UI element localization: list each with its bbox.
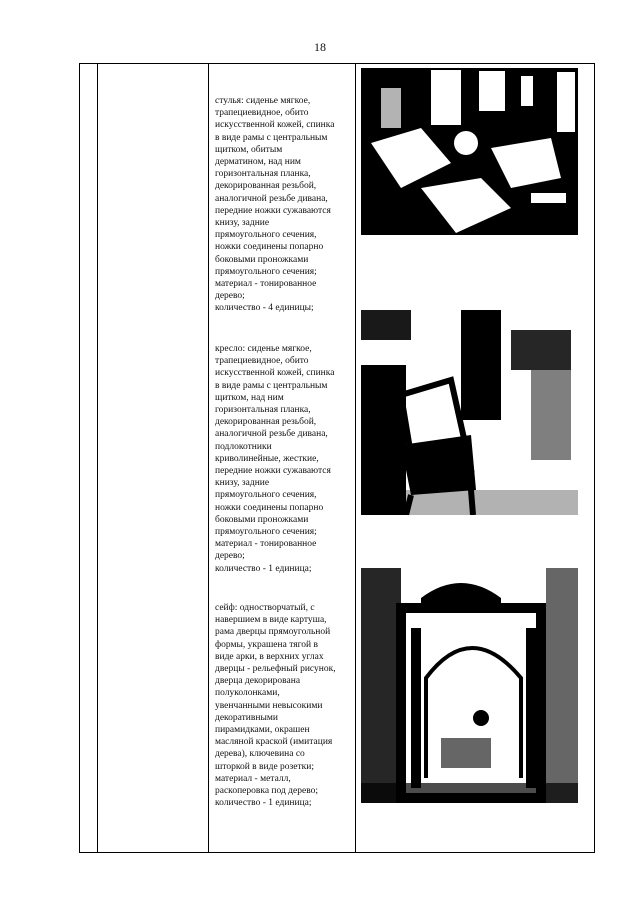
column-divider: [97, 64, 98, 852]
column-divider: [208, 64, 209, 852]
item-description-armchair: кресло: сиденье мягкое, трапециевидное, обито искусственной кожей, спинка в виде рамы с центральным щитком, над ним горизонтальная планка, декорированная резьбой, аналогичной резьбе дивана, подлокотники криволинейные, жесткие, передние ножки сужаваются книзу, задние прямоугольного сечения, ножки соединены попарно боковыми проножками прямоугольного сечения; материал - тонированное дерево; количество - 1 единица;: [215, 344, 335, 574]
armchair-photo: [361, 310, 578, 515]
item-description-chairs: стулья: сиденье мягкое, трапециевидное, обито искусственной кожей, спинка в виде рамы с центральным щитком, обитым дерматином, над ним горизонтальная планка, декорированная резьбой, аналогичной резьбе дивана, передние ножки сужаваются книзу, задние прямоугольного сечения, ножки соединены попарно боковыми проножками прямоугольного сечения; материал - тонированное дерево; количество - 4 единицы;: [215, 96, 335, 314]
column-divider: [355, 64, 356, 852]
chairs-photo: [361, 68, 578, 235]
page-number: 18: [314, 40, 326, 54]
safe-photo: [361, 568, 578, 803]
item-description-safe: сейф: одностворчатый, с навершием в виде картуша, рама дверцы прямоугольной формы, украшена тягой в виде арки, в верхних углах дверцы - рельефный рисунок, дверца декорирована полуколонками, увенчанными невысокими декоративными пирамидками, окрашен масляной краской (имитация дерева), ключевина со шторкой в виде розетки; материал - металл, раскопеpовка под дерево; количество - 1 единица;: [215, 603, 336, 809]
